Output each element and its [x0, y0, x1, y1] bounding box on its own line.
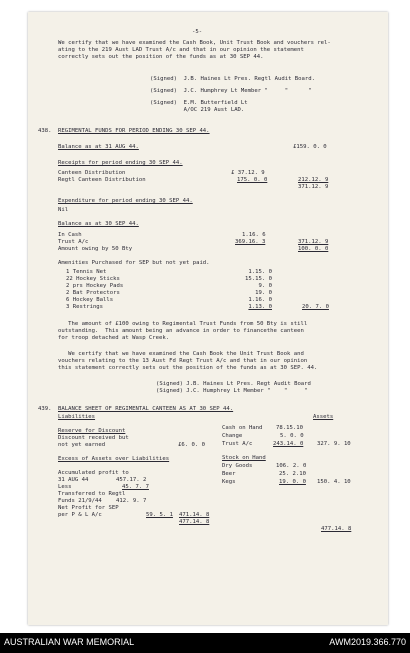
paragraph-line: for troop detached at Wasp Creek.: [58, 335, 170, 341]
signature-line: (Signed) J.C. Humphrey Lt Member " " ": [150, 88, 312, 94]
in-cash-amount: 1.16. 6: [242, 232, 266, 238]
cash-on-hand-amount: 78.15.10: [276, 425, 303, 431]
trust-ac-label: Trust A/c: [222, 441, 253, 447]
signature-line: (Signed) J.C. Humphrey Lt Member " " ": [156, 388, 308, 394]
footer-institution: AUSTRALIAN WAR MEMORIAL: [4, 637, 135, 647]
beer-label: Beer: [222, 471, 236, 477]
expenditure-nil: Nil: [58, 207, 69, 213]
balance-label: Balance as at 31 AUG 44.: [58, 144, 139, 150]
amenity-item: 2 prs Hockey Pads: [66, 283, 124, 289]
amenity-amount: 1.16. 0: [248, 297, 272, 303]
document-page: [28, 12, 388, 625]
per-pl-line: per P & L A/c: [58, 512, 102, 518]
trust-label: Trust A/c: [58, 239, 89, 245]
intro-line-1: We certify that we have examined the Cash Book, Unit Trust Book and vouchers rel-: [58, 40, 331, 46]
receipt-amount: £ 37.12. 9: [231, 170, 265, 176]
discount-line: Discount received but: [58, 435, 129, 441]
trust-ac-amount: 243.14. 0: [273, 441, 304, 447]
transferred-line: Transferred to Regtl: [58, 491, 126, 497]
section-heading: REGIMENTAL FUNDS FOR PERIOD ENDING 30 SEP 44.: [58, 128, 210, 134]
receipts-heading: Receipts for period ending 30 SEP 44.: [58, 160, 183, 166]
amenity-item: 22 Hockey Sticks: [66, 276, 120, 282]
expenditure-heading: Expenditure for period ending 30 SEP 44.: [58, 198, 193, 204]
net-profit-amount: 59. 5. 1: [146, 512, 173, 518]
section-number: 438.: [38, 128, 52, 134]
signature-line: A/OC 219 Aust LAD.: [150, 107, 245, 113]
section-number: 439.: [38, 406, 52, 412]
balance-total: 371.12. 9: [298, 239, 329, 245]
cash-total: 327. 9. 10: [317, 441, 351, 447]
net-profit-line: Net Profit for SEP: [58, 505, 119, 511]
liabilities-total: 477.14. 8: [179, 519, 210, 525]
page-number: -5-: [192, 29, 203, 35]
archive-footer: [0, 633, 410, 653]
excess-total: 471.14. 8: [179, 512, 210, 518]
excess-heading: Excess of Assets over Liabilities: [58, 456, 170, 462]
amenity-item: 6 Hockey Balls: [66, 297, 114, 303]
section-heading: BALANCE SHEET OF REGIMENTAL CANTEEN AS AT 30 SEP 44.: [58, 406, 234, 412]
accum-amount: 457.17. 2: [116, 477, 147, 483]
assets-heading: Assets: [313, 414, 334, 420]
owing-label: Amount owing by 50 Bty: [58, 246, 133, 252]
signature-line: (Signed) J.B. Haines Lt Pres. Regtl Audit Board.: [150, 76, 316, 82]
intro-line-2: ating to the 219 Aust LAD Trust A/c and that in our opinion the statement: [58, 47, 304, 53]
intro-line-3: correctly sets out the position of the funds as at 30 SEP 44.: [58, 54, 264, 60]
kegs-label: Kegs: [222, 479, 236, 485]
owing-amount: 100. 0. 0: [298, 246, 329, 252]
amenity-amount: 9. 0: [258, 283, 272, 289]
discount-amount: £6. 0. 0: [178, 442, 205, 448]
paragraph-line: vouchers relating to the 13 Aust Fd Regt Trust A/c and that in our opinion: [58, 358, 308, 364]
cash-on-hand-label: Cash on Hand: [222, 425, 263, 431]
receipt-amount: 175. 0. 0: [237, 177, 268, 183]
amenity-amount: 1.13. 0: [248, 304, 272, 310]
receipts-total: 212.12. 9: [298, 177, 329, 183]
funds-amount: 412. 9. 7: [116, 498, 147, 504]
stock-total: 150. 4. 10: [317, 479, 351, 485]
trust-amount: 369.16. 3: [235, 239, 266, 245]
paragraph-line: this statement correctly sets out the position of the funds as at 30 SEP. 44.: [58, 365, 318, 371]
change-label: Change: [222, 433, 243, 439]
running-total: 371.12. 9: [298, 184, 329, 190]
reserve-heading: Reserve for Discount: [58, 428, 126, 434]
in-cash-label: In Cash: [58, 232, 82, 238]
amenity-amount: 1.15. 0: [248, 269, 272, 275]
accum-line: 31 AUG 44: [58, 477, 89, 483]
discount-line: not yet earned: [58, 442, 106, 448]
change-amount: 5. 0. 0: [280, 433, 304, 439]
dry-goods-label: Dry Goods: [222, 463, 253, 469]
stock-heading: Stock on Hand: [222, 455, 266, 461]
balance2-heading: Balance as at 30 SEP 44.: [58, 221, 139, 227]
amenity-item: 1 Tennis Net: [66, 269, 107, 275]
dry-goods-amount: 106. 2. 0: [276, 463, 307, 469]
accum-line: Accumulated profit to: [58, 470, 129, 476]
less-amount: 45. 7. 7: [122, 484, 149, 490]
receipt-label: Canteen Distribution: [58, 170, 126, 176]
balance-value: £159. 0. 0: [293, 144, 327, 150]
receipt-label: Regtl Canteen Distribution: [58, 177, 146, 183]
signature-line: (Signed) J.B. Haines Lt Pres. Regt Audit Board: [156, 381, 311, 387]
paragraph-line: The amount of £100 owing to Regimental Trust Funds from 50 Bty is still: [58, 321, 308, 327]
amenity-amount: 15.15. 0: [245, 276, 272, 282]
paragraph-line: We certify that we have examined the Cash Book the Unit Trust Book and: [58, 351, 304, 357]
kegs-amount: 19. 0. 0: [279, 479, 306, 485]
amenities-heading: Amenities Purchased for SEP but not yet paid.: [58, 260, 210, 266]
amenity-amount: 19. 0: [255, 290, 272, 296]
funds-line: Funds 21/9/44: [58, 498, 102, 504]
liabilities-heading: Liabilities: [58, 414, 96, 420]
paragraph-line: outstanding. This amount being an advance in order to financethe canteen: [58, 328, 304, 334]
beer-amount: 25. 2.10: [279, 471, 306, 477]
amenity-item: 2 Bat Protectors: [66, 290, 120, 296]
footer-reference: AWM2019.366.770: [329, 637, 406, 647]
signature-line: (Signed) E.M. Butterfield Lt: [150, 100, 248, 106]
amenity-item: 3 Restrings: [66, 304, 104, 310]
amenities-total: 20. 7. 0: [302, 304, 329, 310]
less-label: Less: [58, 484, 72, 490]
assets-total: 477.14. 8: [321, 526, 352, 532]
